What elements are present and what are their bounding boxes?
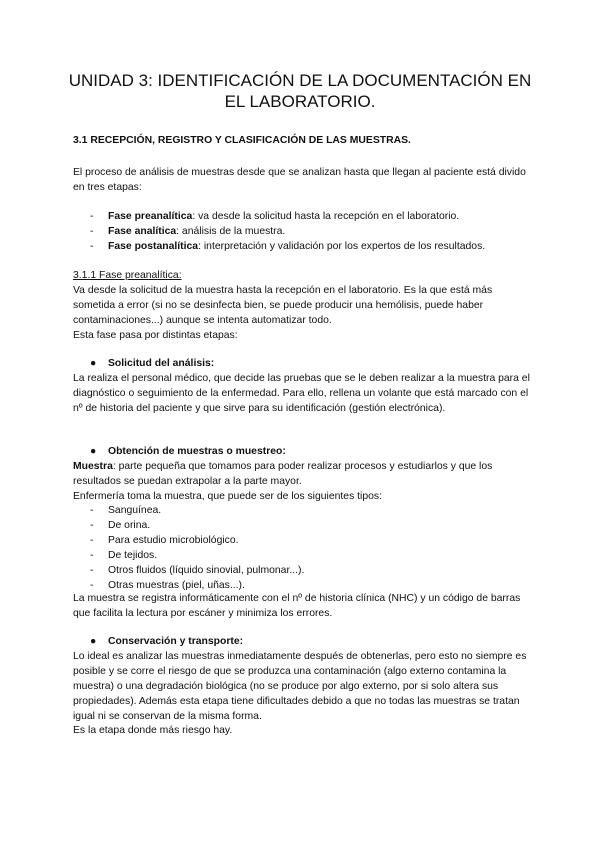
dash-marker: -	[90, 211, 94, 222]
section-intro: El proceso de análisis de muestras desde que se analizan hasta que llegan al paciente está divido en tres etapas:	[73, 167, 526, 193]
phase-name: Fase postanalítica	[108, 241, 199, 252]
type-label: Otras muestras (piel, uñas...).	[108, 580, 245, 591]
type-label: Para estudio microbiológico.	[108, 535, 239, 546]
phase-name: Fase analítica	[108, 226, 177, 237]
sample-types-list	[90, 503, 304, 593]
list-item	[90, 518, 304, 533]
bullet-marker: ●	[90, 446, 97, 457]
title-line-2: EL LABORATORIO.	[224, 92, 376, 111]
list-item	[90, 548, 304, 563]
list-item	[90, 209, 530, 224]
bullet-marker: ●	[90, 636, 97, 647]
stage-heading	[90, 634, 243, 649]
subsection-heading: 3.1.1 Fase preanalítica:	[73, 270, 182, 281]
phase-name: Fase preanalítica	[108, 211, 193, 222]
dash-marker: -	[90, 535, 94, 546]
dash-marker: -	[90, 520, 94, 531]
stage-title: Obtención de muestras o muestreo:	[108, 446, 286, 457]
list-item	[90, 239, 530, 254]
stage-text: Lo ideal es analizar las muestras inmediatamente después de obtenerlas, pero esto no siempre es posible y se corre el riesgo de que se produzca una contaminación (algo externo contamina la muestra) o una degradación biológica (no se produce por algo externo, por si solo altera sus propiedades). Además esta etapa tiene dificultades debido a que no todas las muestras se tratan igual ni se conservan de la misma forma.	[73, 651, 527, 722]
title-line-1: UNIDAD 3: IDENTIFICACIÓN DE LA DOCUMENTACIÓN EN	[68, 71, 532, 90]
phase-desc: : va desde la solicitud hasta la recepción en el laboratorio.	[192, 211, 460, 222]
subsection-paragraph: Va desde la solicitud de la muestra hasta la recepción en el laboratorio. Es la que está más sometida a error (si no se desinfecta bien, se puede producir una hemólisis, puede haber contaminaciones...) aunque se intenta automatizar todo.	[73, 285, 493, 326]
type-label: Otros fluidos (líquido sinovial, pulmonar...).	[108, 565, 305, 576]
dash-marker: -	[90, 580, 94, 591]
list-item	[90, 224, 530, 239]
list-item	[90, 503, 304, 518]
list-item	[90, 533, 304, 548]
registration-paragraph: La muestra se registra informáticamente con el nº de historia clínica (NHC) y un código de barras que facilita la lectura por escáner y minimiza los errores.	[73, 593, 521, 619]
term: Muestra	[73, 461, 113, 472]
bullet-marker: ●	[90, 358, 97, 369]
type-label: De tejidos.	[108, 550, 158, 561]
dash-marker: -	[90, 505, 94, 516]
term-desc: : parte pequeña que tomamos para poder realizar procesos y estudiarlos y que los resultados se puedan extrapolar a la parte mayor.	[73, 461, 493, 487]
type-label: De orina.	[108, 520, 151, 531]
stage-title: Solicitud del análisis:	[108, 358, 215, 369]
page-title	[60, 70, 540, 112]
phase-desc: : análisis de la muestra.	[176, 226, 286, 237]
dash-marker: -	[90, 565, 94, 576]
stage-title: Conservación y transporte:	[108, 636, 244, 647]
dash-marker: -	[90, 241, 94, 252]
phase-desc: : interpretación y validación por los expertos de los resultados.	[198, 241, 486, 252]
stage-heading	[90, 356, 214, 371]
phase-list	[90, 209, 530, 254]
stage-text: La realiza el personal médico, que decide las pruebas que se le deben realizar a la muestra para el diagnóstico o seguimiento de la enfermedad. Para ello, rellena un volante que está marcado con el nº de historia del paciente y que sirve para su identificación (gestión electrónica).	[73, 373, 530, 414]
closing-sentence: Es la etapa donde más riesgo hay.	[73, 725, 233, 736]
stage-heading	[90, 444, 286, 459]
stages-intro: Esta fase pasa por distintas etapas:	[73, 330, 238, 341]
section-heading: 3.1 RECEPCIÓN, REGISTRO Y CLASIFICACIÓN DE LAS MUESTRAS.	[73, 135, 411, 146]
list-item	[90, 563, 304, 578]
dash-marker: -	[90, 550, 94, 561]
type-label: Sanguínea.	[108, 505, 162, 516]
dash-marker: -	[90, 226, 94, 237]
sample-definition	[73, 459, 533, 489]
types-intro: Enfermería toma la muestra, que puede ser de los siguientes tipos:	[73, 491, 382, 502]
